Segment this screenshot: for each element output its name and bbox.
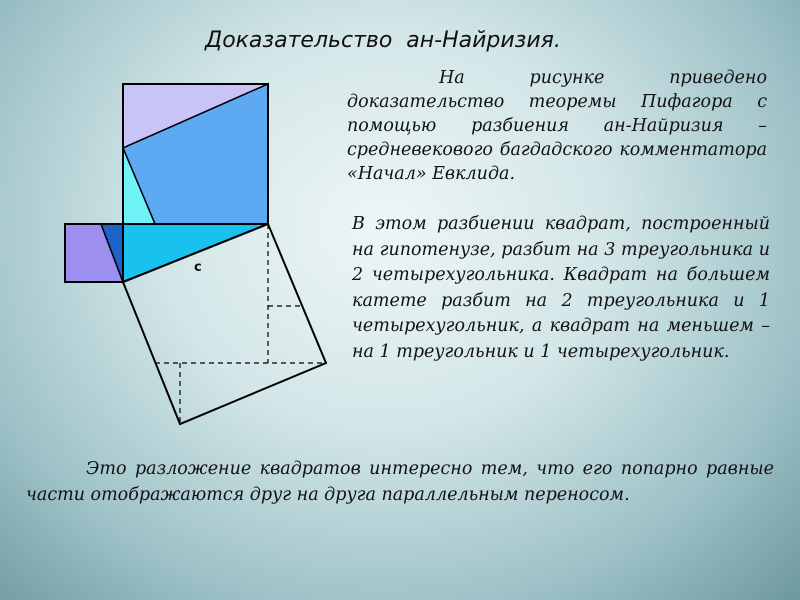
slide-title: Доказательство ан-Найризия.	[205, 28, 561, 53]
paragraph-conclusion: Это разложение квадратов интересно тем, что его попарно равные части отображаются друг на друга параллельным переносом.	[26, 459, 774, 505]
hypotenuse-label: c	[194, 260, 202, 275]
paragraph-intro: На рисунке приведено доказательство теоремы Пифагора с помощью разбиения ан-Найризия – средневекового багдадского комментатора «Начал» Евклида.	[347, 68, 767, 184]
paragraph-partition: В этом разбиении квадрат, построенный на гипотенузе, разбит на 3 треугольника и 2 четырехугольника. Квадрат на большем катете разбит на 2 треугольника и 1 четырехугольник, а квадрат на меньшем – на 1 треугольник и 1 четырехугольник.	[352, 214, 770, 362]
